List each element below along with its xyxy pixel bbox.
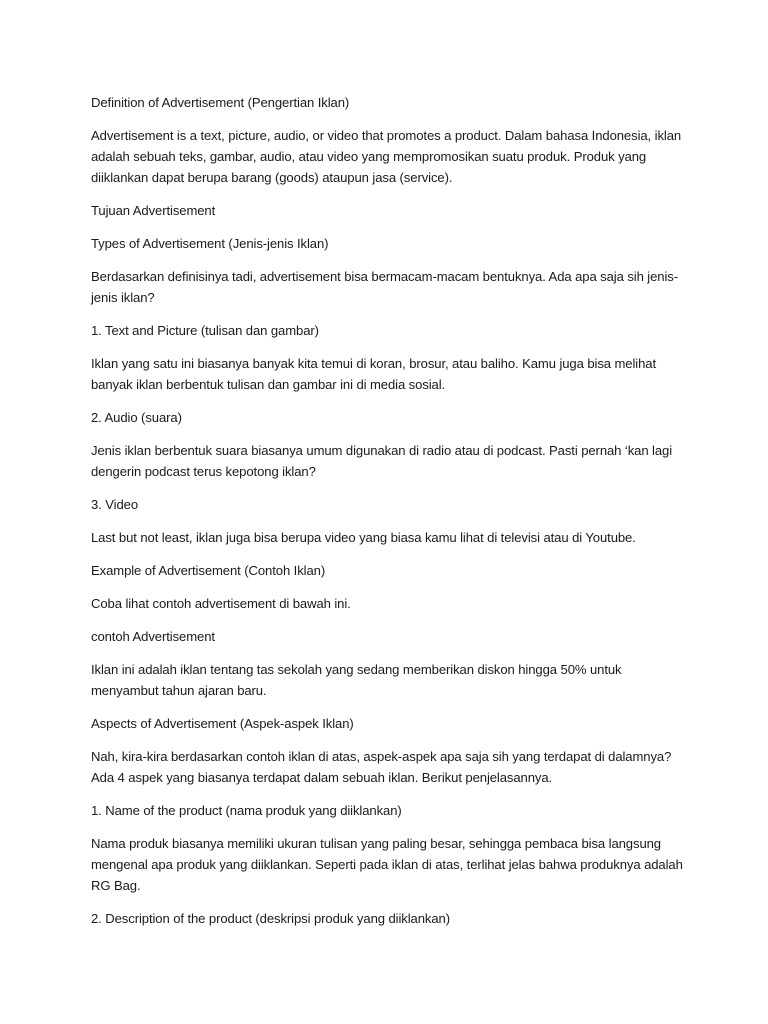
list-item-name-of-product: 1. Name of the product (nama produk yang diiklankan): [91, 803, 402, 818]
list-item-audio: 2. Audio (suara): [91, 410, 182, 425]
heading-types: Types of Advertisement (Jenis-jenis Iklan): [91, 236, 329, 251]
list-item-description-of-product: 2. Description of the product (deskripsi produk yang diiklankan): [91, 911, 450, 926]
list-item-video: 3. Video: [91, 497, 139, 512]
list-item-text-picture: 1. Text and Picture (tulisan dan gambar): [91, 323, 319, 338]
heading-example: Example of Advertisement (Contoh Iklan): [91, 563, 326, 578]
paragraph-text-picture: Iklan yang satu ini biasanya banyak kita temui di koran, brosur, atau baliho. Kamu juga bisa melihat banyak iklan berbentuk tulisan dan gambar ini di media sosial.: [91, 356, 657, 392]
paragraph-example-intro: Coba lihat contoh advertisement di bawah ini.: [91, 596, 351, 611]
paragraph-types-intro: Berdasarkan definisinya tadi, advertisement bisa bermacam-macam bentuknya. Ada apa saja sih jenis-jenis iklan?: [91, 269, 679, 305]
paragraph-name-of-product: Nama produk biasanya memiliki ukuran tulisan yang paling besar, sehingga pembaca bisa langsung mengenal apa produk yang diiklankan. Seperti pada iklan di atas, terlihat jelas bahwa produknya adalah RG Bag.: [91, 836, 683, 893]
document-body: [91, 92, 691, 941]
paragraph-example-description: Iklan ini adalah iklan tentang tas sekolah yang sedang memberikan diskon hingga 50% untuk menyambut tahun ajaran baru.: [91, 662, 622, 698]
paragraph-audio: Jenis iklan berbentuk suara biasanya umum digunakan di radio atau di podcast. Pasti pernah ‘kan lagi dengerin podcast terus kepotong iklan?: [91, 443, 673, 479]
heading-definition: Definition of Advertisement (Pengertian Iklan): [91, 95, 350, 110]
heading-aspects: Aspects of Advertisement (Aspek-aspek Iklan): [91, 716, 354, 731]
paragraph-definition: Advertisement is a text, picture, audio, or video that promotes a product. Dalam bahasa Indonesia, iklan adalah sebuah teks, gambar, audio, atau video yang mempromosikan suatu produk. Produk yang diiklankan dapat berupa barang (goods) ataupun jasa (service).: [91, 128, 682, 185]
example-caption: contoh Advertisement: [91, 629, 215, 644]
paragraph-aspects-intro: Nah, kira-kira berdasarkan contoh iklan di atas, aspek-aspek apa saja sih yang terdapat di dalamnya? Ada 4 aspek yang biasanya terdapat dalam sebuah iklan. Berikut penjelasannya.: [91, 749, 672, 785]
paragraph-video: Last but not least, iklan juga bisa berupa video yang biasa kamu lihat di televisi atau di Youtube.: [91, 530, 636, 545]
heading-tujuan: Tujuan Advertisement: [91, 203, 216, 218]
